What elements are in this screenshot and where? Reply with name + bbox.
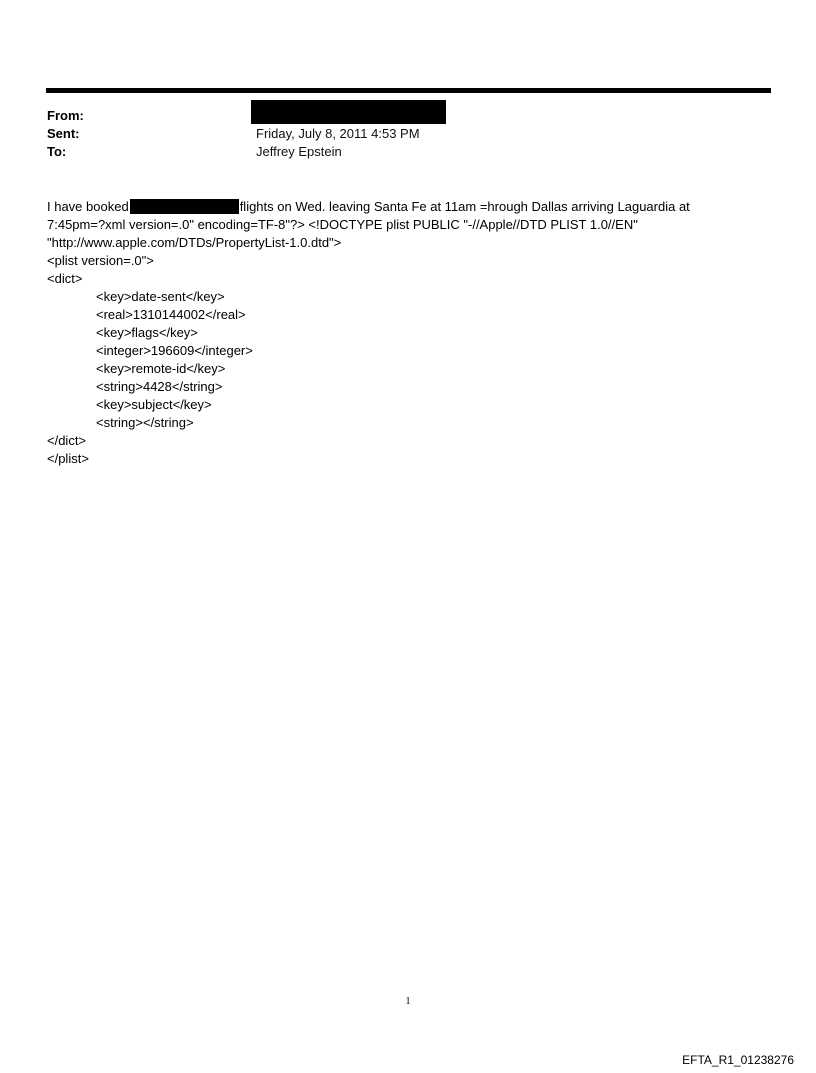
body-line-1-end: flights on Wed. leaving Santa Fe at 11am =hrough Dallas arriving Laguardia at — [239, 199, 690, 214]
sent-value: Friday, July 8, 2011 4:53 PM — [256, 126, 420, 141]
from-label: From: — [47, 108, 84, 123]
email-body — [47, 198, 767, 468]
body-line: 7:45pm=?xml version=.0" encoding=TF-8"?> <!DOCTYPE plist PUBLIC "-//Apple//DTD PLIST 1.0//EN" — [47, 217, 638, 232]
body-line: "http://www.apple.com/DTDs/PropertyList-1.0.dtd"> — [47, 235, 342, 250]
plist-entry-line: <string></string> — [96, 415, 194, 430]
body-line-1 — [47, 198, 767, 216]
body-closing-line: </dict> — [47, 433, 87, 448]
from-redaction — [251, 100, 446, 124]
plist-entry-line: <string>4428</string> — [96, 379, 223, 394]
body-closing-line: </plist> — [47, 451, 89, 466]
plist-entry-line: <key>subject</key> — [96, 397, 212, 412]
plist-entry-line: <key>flags</key> — [96, 325, 198, 340]
body-line: <dict> — [47, 271, 83, 286]
body-redaction — [130, 199, 239, 214]
plist-entry-line: <key>remote-id</key> — [96, 361, 226, 376]
bates-number: EFTA_R1_01238276 — [682, 1053, 794, 1067]
to-label: To: — [47, 144, 67, 159]
body-line: <plist version=.0"> — [47, 253, 154, 268]
sent-label: Sent: — [47, 126, 80, 141]
to-value: Jeffrey Epstein — [256, 144, 342, 159]
plist-entry-line: <key>date-sent</key> — [96, 289, 225, 304]
page-number: 1 — [405, 996, 411, 1007]
header-divider — [46, 88, 771, 93]
body-line-1-start: I have booked — [47, 199, 129, 214]
plist-entry-line: <integer>196609</integer> — [96, 343, 253, 358]
plist-entry-line: <real>1310144002</real> — [96, 307, 246, 322]
